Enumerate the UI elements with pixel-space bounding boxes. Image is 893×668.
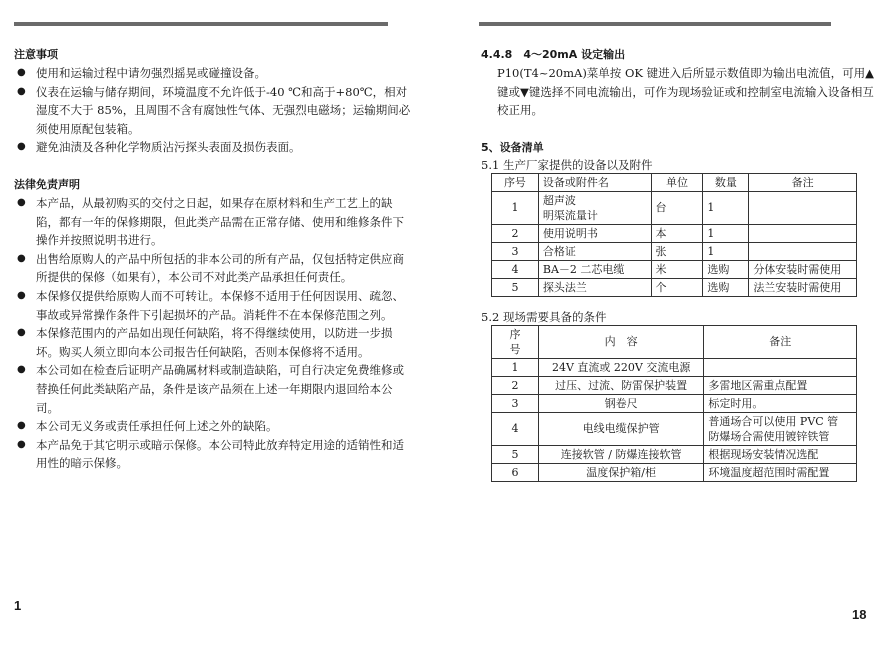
table-cell: 选购 [703, 278, 749, 296]
table-cell: 探头法兰 [538, 278, 651, 296]
table-row [492, 242, 857, 260]
bullet-icon: ● [17, 420, 26, 432]
table-header-cell: 设备或附件名 [538, 173, 651, 191]
list-item: ● 避免油渍及各种化学物质沾污探头表面及损伤表面。 [14, 138, 414, 157]
right-page [481, 46, 881, 482]
table-cell: 连接软管 / 防爆连接软管 [538, 445, 704, 463]
table-body [492, 191, 857, 296]
table-cell: 5 [492, 278, 539, 296]
list-item: ● 本保修范围内的产品如出现任何缺陷，将不得继续使用，以防进一步损坏。购买人须立即向本公司报告任何缺陷，否则本保修将不适用。 [17, 326, 393, 359]
list-item: ● 本保修仅提供给原购人而不可转让。本保修不适用于任何因误用、疏忽、事故或异常操作条件下引起损坏的产品。消耗件不在本保修范围之列。 [17, 288, 404, 322]
equipment-table [491, 173, 857, 297]
table-row [492, 394, 857, 412]
table-header-cell: 内 容 [538, 325, 704, 358]
table-cell: 2 [492, 224, 539, 242]
bullet-icon: ● [17, 67, 26, 78]
table-row [492, 445, 857, 463]
notice-title: 注意事项 [14, 48, 58, 61]
list-item: ● 本产品免于其它明示或暗示保修。本公司特此放弃特定用途的适销性和适用性的暗示保修。 [17, 437, 404, 471]
table-cell: 本 [651, 224, 703, 242]
table-cell: 个 [651, 278, 703, 296]
table-cell: 24V 直流或 220V 交流电源 [538, 358, 704, 376]
table-cell: 普通场合可以使用 PVC 管 防爆场合需使用镀锌铁管 [704, 412, 857, 445]
table-cell: 电线电缆保护管 [538, 412, 704, 445]
table-cell: 选购 [703, 260, 749, 278]
table-cell: 3 [492, 242, 539, 260]
table-cell: 台 [651, 191, 703, 224]
bullet-icon: ● [17, 289, 26, 301]
table-cell: 6 [492, 463, 539, 481]
list-item: ● 本公司无义务或责任承担任何上述之外的缺陷。 [14, 417, 414, 436]
table-row [492, 463, 857, 481]
table-cell: 2 [492, 376, 539, 394]
table-cell: BA－2 二芯电缆 [538, 260, 651, 278]
bullet-icon: ● [17, 196, 26, 208]
section-5-title: 5、设备清单 [481, 140, 544, 154]
table-cell [704, 358, 857, 376]
table-cell: 超声波 明渠流量计 [538, 191, 651, 224]
table-row [492, 191, 857, 224]
table-cell: 1 [492, 191, 539, 224]
table-cell: 钢卷尺 [538, 394, 704, 412]
conditions-table [491, 325, 857, 482]
bullet-icon: ● [17, 327, 26, 339]
table-header-row [492, 173, 857, 191]
table-row [492, 260, 857, 278]
table-header-cell: 序 号 [492, 325, 539, 358]
table-cell [749, 242, 857, 260]
left-page [14, 46, 414, 473]
table-cell [749, 224, 857, 242]
list-item: ● 本产品，从最初购买的交付之日起，如果存在原材料和生产工艺上的缺陷，都有一年的保修期限，但此类产品需在正常存储、使用和维修条件下操作并按照说明书进行。 [17, 195, 404, 248]
table-header-cell: 单位 [651, 173, 703, 191]
table-row [492, 412, 857, 445]
table-row [492, 278, 857, 296]
table-cell: 法兰安装时需使用 [749, 278, 857, 296]
table1-caption: 5.1 生产厂家提供的设备以及附件 [481, 157, 653, 172]
right-page-number: 18 [852, 607, 867, 622]
legal-title: 法律免责声明 [14, 177, 80, 191]
table-cell: 1 [703, 242, 749, 260]
table-cell: 环境温度超范围时需配置 [704, 463, 857, 481]
table-cell: 1 [703, 191, 749, 224]
table-cell: 张 [651, 242, 703, 260]
list-item: ● 本公司如在检查后证明产品确属材料或制造缺陷，可自行决定免费维修或替换任何此类缺陷产品，条件是该产品须在上述一年期限内退回给本公司。 [17, 363, 404, 415]
table-cell: 4 [492, 412, 539, 445]
table-cell: 1 [703, 224, 749, 242]
bullet-icon: ● [17, 438, 26, 450]
table-cell: 多雷地区需重点配置 [704, 376, 857, 394]
table-cell: 分体安装时需使用 [749, 260, 857, 278]
table-header-cell: 序号 [492, 173, 539, 191]
list-item: ● 使用和运输过程中请勿强烈摇晃或碰撞设备。 [14, 64, 414, 83]
table-header-cell: 备注 [704, 325, 857, 358]
left-top-rule [14, 22, 388, 26]
table-body [492, 358, 857, 481]
table-row [492, 376, 857, 394]
table-row [492, 358, 857, 376]
table-cell: 使用说明书 [538, 224, 651, 242]
table-cell [749, 191, 857, 224]
section-448-body: P10(T4~20mA)菜单按 OK 键进入后所显示数值即为输出电流值，可用▲键或▼键选择不同电流输出，可作为现场验证或和控制室电流输入设备相互校正用。 [497, 66, 874, 118]
table-header-cell: 数量 [703, 173, 749, 191]
table2-caption: 5.2 现场需要具备的条件 [481, 309, 607, 324]
table-cell: 合格证 [538, 242, 651, 260]
table-cell: 温度保护箱/柜 [538, 463, 704, 481]
table-cell: 根据现场安装情况选配 [704, 445, 857, 463]
notice-list [14, 64, 414, 157]
list-item: ● 仪表在运输与储存期间，环境温度不允许低于-40 ℃和高于+80℃，相对湿度不大于 85%，且周围不含有腐蚀性气体、无强烈电磁场；运输期间必须使用原配包装箱。 [17, 84, 411, 136]
table-cell: 1 [492, 358, 539, 376]
table-cell: 过压、过流、防雷保护装置 [538, 376, 704, 394]
table-cell: 标定时用。 [704, 394, 857, 412]
bullet-icon: ● [17, 364, 26, 376]
bullet-icon: ● [17, 252, 26, 264]
table-cell: 4 [492, 260, 539, 278]
table-row [492, 224, 857, 242]
table-header-row [492, 325, 857, 358]
legal-list [14, 194, 414, 473]
bullet-icon: ● [17, 85, 26, 97]
table-cell: 米 [651, 260, 703, 278]
table-cell: 5 [492, 445, 539, 463]
bullet-icon: ● [17, 141, 26, 153]
list-item: ● 出售给原购人的产品中所包括的非本公司的所有产品，仅包括特定供应商所提供的保修（如果有），本公司不对此类产品承担任何责任。 [17, 251, 404, 285]
table-header-cell: 备注 [749, 173, 857, 191]
right-top-rule [479, 22, 831, 26]
left-page-number: 1 [14, 598, 22, 613]
table-cell: 3 [492, 394, 539, 412]
section-448-title: 4.4.8 4～20mA 设定输出 [481, 48, 626, 61]
